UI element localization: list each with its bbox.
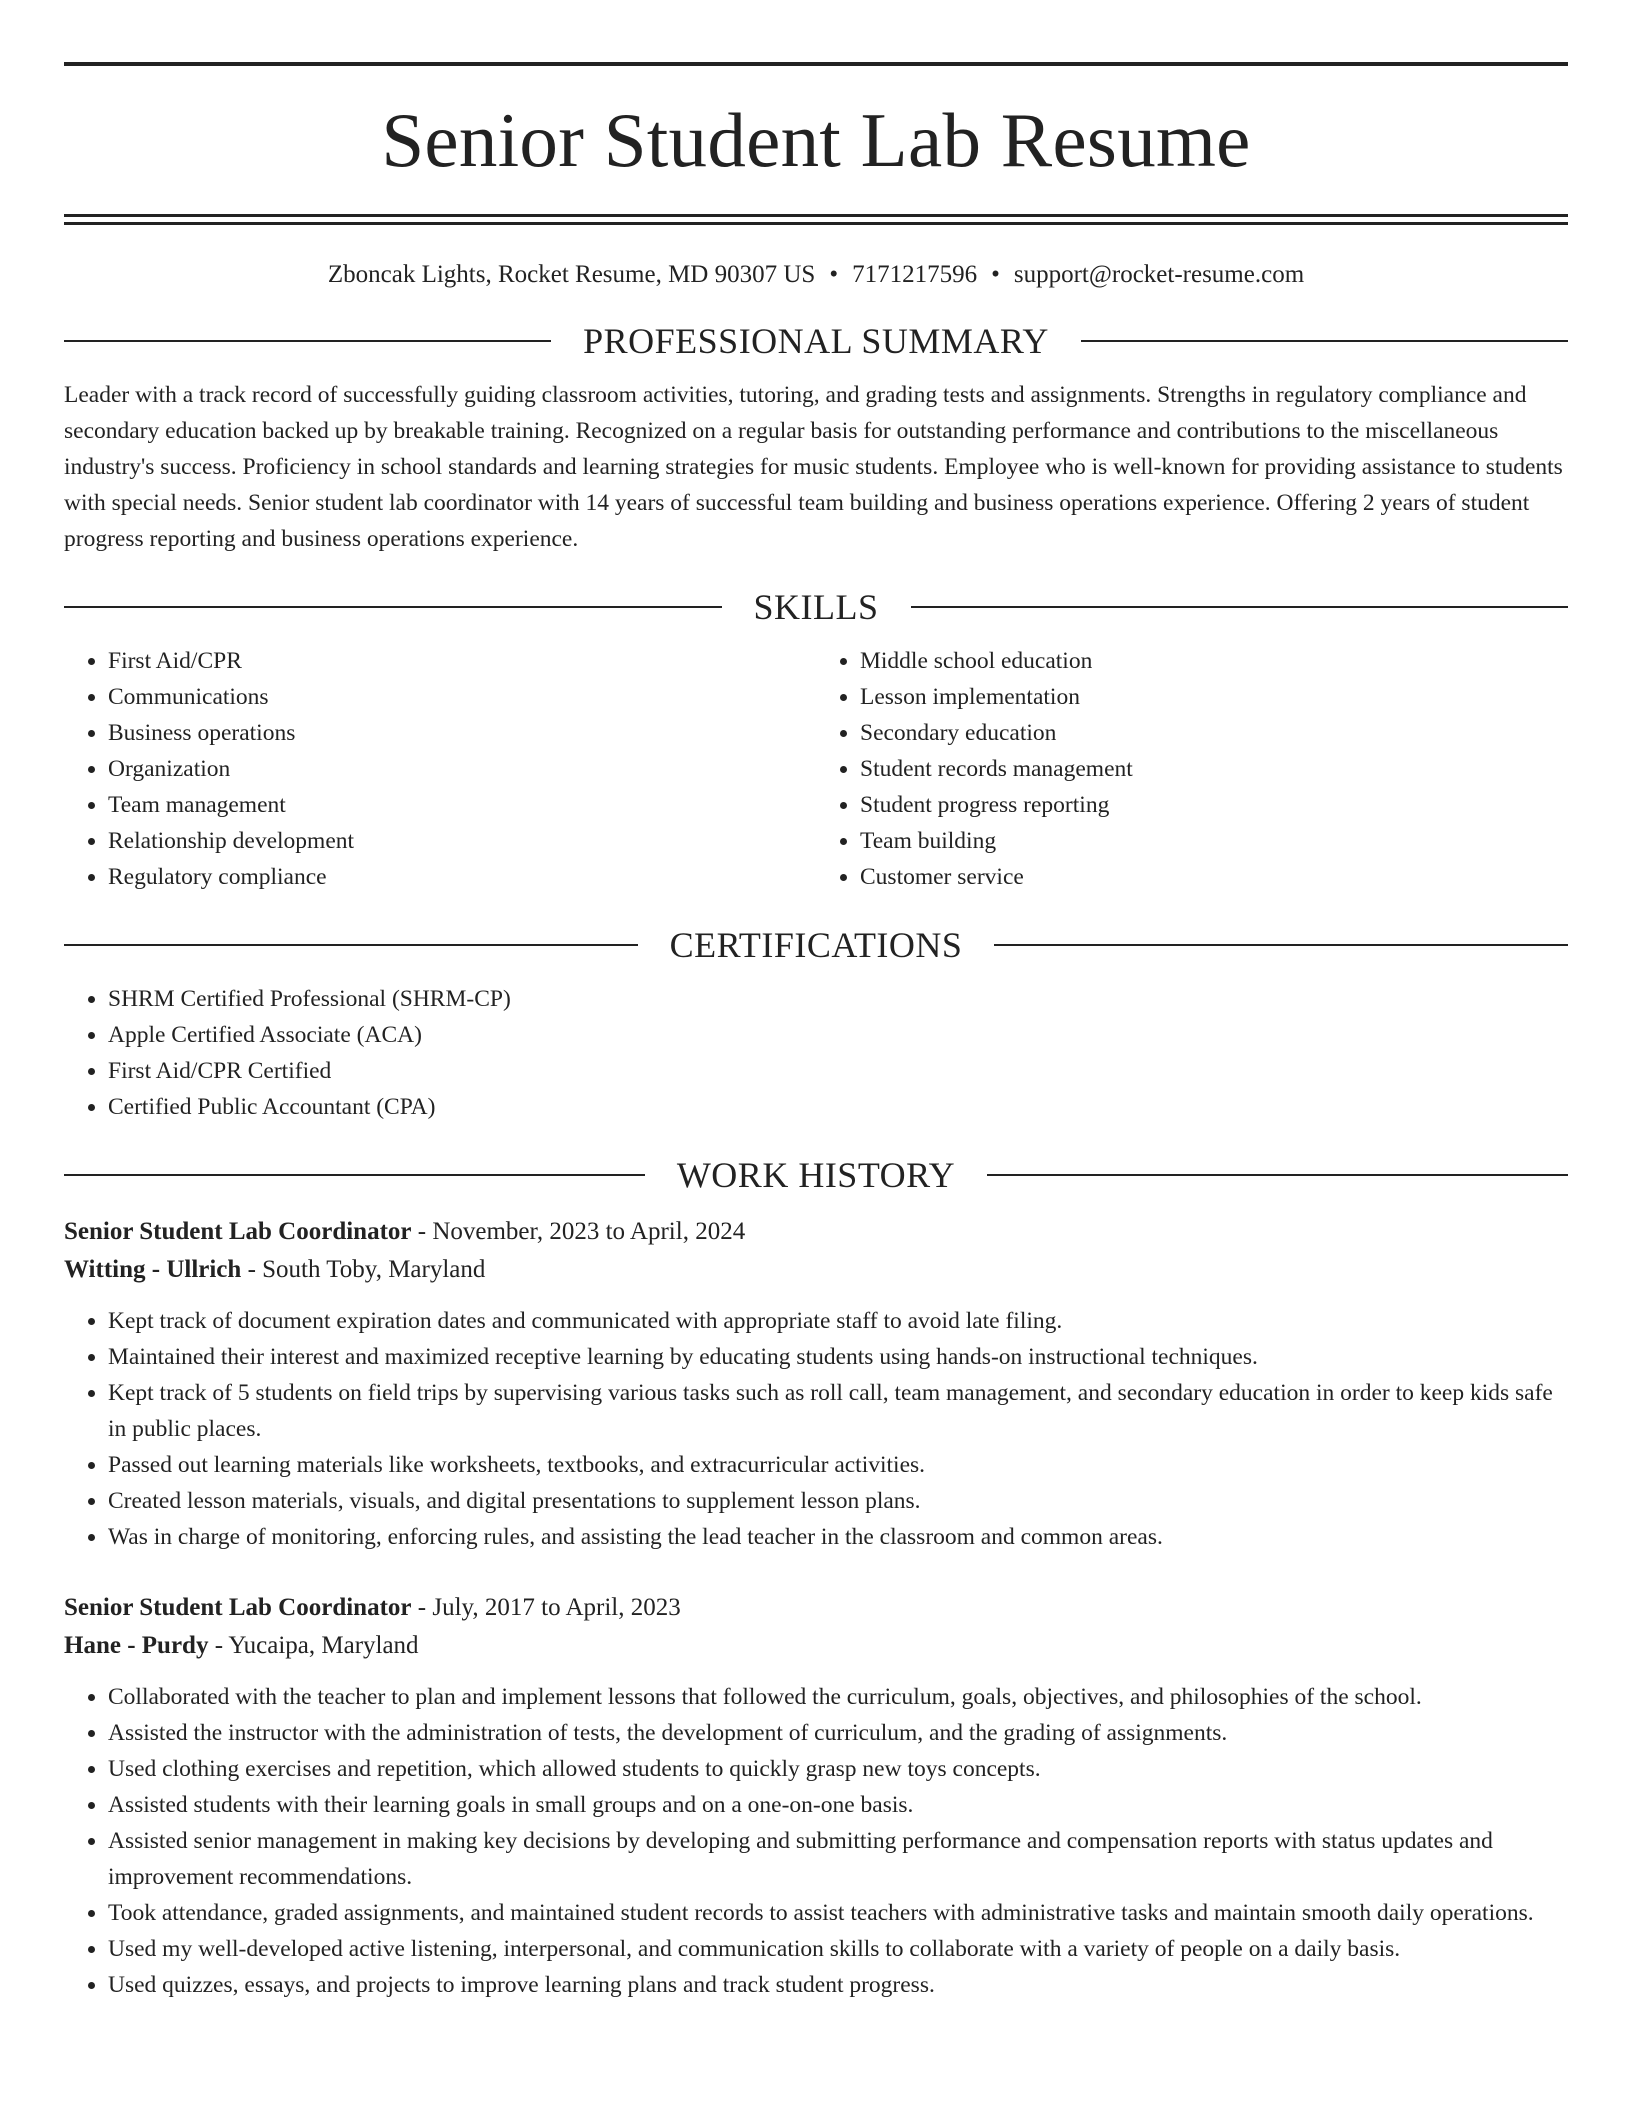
job-entry bbox=[64, 1213, 1568, 1555]
job-bullet: • Was in charge of monitoring, enforcing rules, and assisting the lead teacher in the classroom and common areas. bbox=[108, 1519, 1568, 1555]
section-rule-right bbox=[911, 606, 1569, 608]
skill-item: • Customer service bbox=[860, 859, 1568, 895]
job-bullet: • Assisted students with their learning goals in small groups and on a one-on-one basis. bbox=[108, 1787, 1568, 1823]
job-dates: - November, 2023 to April, 2024 bbox=[411, 1218, 746, 1245]
skill-item: • Lesson implementation bbox=[860, 679, 1568, 715]
job-location: - South Toby, Maryland bbox=[241, 1256, 486, 1283]
job-bullet: • Used my well-developed active listening, interpersonal, and communication skills to collaborate with a variety of people on a daily basis. bbox=[108, 1931, 1568, 1967]
skill-item: • Student records management bbox=[860, 751, 1568, 787]
skills-list-left bbox=[64, 643, 816, 895]
skill-item: • Relationship development bbox=[108, 823, 816, 859]
job-bullet: • Took attendance, graded assignments, and maintained student records to assist teachers with administrative tasks and maintain smooth daily operations. bbox=[108, 1895, 1568, 1931]
resume-title: Senior Student Lab Resume bbox=[381, 97, 1251, 183]
certifications-section-header bbox=[64, 923, 1568, 967]
work-section-header bbox=[64, 1153, 1568, 1197]
certification-item: • Apple Certified Associate (ACA) bbox=[108, 1017, 1568, 1053]
skills-section-header bbox=[64, 585, 1568, 629]
skill-item: • Team building bbox=[860, 823, 1568, 859]
title-double-rule bbox=[64, 214, 1568, 225]
job-bullet: • Maintained their interest and maximized receptive learning by educating students using hands-on instructional techniques. bbox=[108, 1339, 1568, 1375]
contact-email: support@rocket-resume.com bbox=[1013, 261, 1305, 288]
job-bullet: • Created lesson materials, visuals, and digital presentations to supplement lesson plans. bbox=[108, 1483, 1568, 1519]
job-bullet: • Assisted the instructor with the administration of tests, the development of curriculum, and the grading of assignments. bbox=[108, 1715, 1568, 1751]
section-rule-right bbox=[987, 1174, 1568, 1176]
certifications-heading: CERTIFICATIONS bbox=[669, 925, 963, 965]
skills-heading: SKILLS bbox=[753, 587, 879, 627]
job-location: - Yucaipa, Maryland bbox=[208, 1632, 419, 1659]
job-company: Hane - Purdy bbox=[64, 1632, 209, 1659]
job-bullets bbox=[64, 1303, 1568, 1555]
contact-separator: • bbox=[829, 261, 839, 288]
work-heading: WORK HISTORY bbox=[676, 1155, 956, 1195]
job-bullet: • Used quizzes, essays, and projects to improve learning plans and track student progress. bbox=[108, 1967, 1568, 2003]
skill-item: • Communications bbox=[108, 679, 816, 715]
job-company: Witting - Ullrich bbox=[64, 1256, 242, 1283]
section-rule-left bbox=[64, 606, 722, 608]
contact-line bbox=[64, 259, 1568, 291]
job-title-line bbox=[64, 1213, 1568, 1251]
certification-item: • SHRM Certified Professional (SHRM-CP) bbox=[108, 981, 1568, 1017]
section-rule-right bbox=[1081, 340, 1568, 342]
skills-list-right bbox=[816, 643, 1568, 895]
job-bullet: • Passed out learning materials like worksheets, textbooks, and extracurricular activities. bbox=[108, 1447, 1568, 1483]
job-bullet: • Collaborated with the teacher to plan and implement lessons that followed the curriculum, goals, objectives, and philosophies of the school. bbox=[108, 1679, 1568, 1715]
summary-section-header bbox=[64, 319, 1568, 363]
job-title-line bbox=[64, 1589, 1568, 1627]
skill-item: • Regulatory compliance bbox=[108, 859, 816, 895]
job-bullet: • Used clothing exercises and repetition, which allowed students to quickly grasp new toys concepts. bbox=[108, 1751, 1568, 1787]
skill-item: • Business operations bbox=[108, 715, 816, 751]
job-company-line bbox=[64, 1627, 1568, 1665]
job-bullet: • Kept track of document expiration dates and communicated with appropriate staff to avoid late filing. bbox=[108, 1303, 1568, 1339]
summary-text: Leader with a track record of successfully guiding classroom activities, tutoring, and grading tests and assignments. Strengths in regulatory compliance and secondary education backed up by breakable training. Recognized on a regular basis for outstanding performance and contributions to the miscellaneous industry's success. Proficiency in school standards and learning strategies for music students. Employee who is well-known for providing assistance to students with special needs. Senior student lab coordinator with 14 years of successful team building and business operations experience. Offering 2 years of student progress reporting and business operations experience. bbox=[64, 382, 1563, 552]
skill-item: • Middle school education bbox=[860, 643, 1568, 679]
job-dates: - July, 2017 to April, 2023 bbox=[411, 1594, 681, 1621]
contact-separator: • bbox=[991, 261, 1000, 288]
skills-columns bbox=[64, 643, 1568, 895]
certification-item: • First Aid/CPR Certified bbox=[108, 1053, 1568, 1089]
job-bullet: • Kept track of 5 students on field trips by supervising various tasks such as roll call, team management, and secondary education in order to keep kids safe in public places. bbox=[108, 1375, 1568, 1447]
skill-item: • Secondary education bbox=[860, 715, 1568, 751]
section-rule-right bbox=[994, 944, 1568, 946]
certification-item: • Certified Public Accountant (CPA) bbox=[108, 1089, 1568, 1125]
job-title: Senior Student Lab Coordinator bbox=[64, 1218, 412, 1245]
contact-address: Zboncak Lights, Rocket Resume, MD 90307 US bbox=[327, 261, 816, 288]
skill-item: • First Aid/CPR bbox=[108, 643, 816, 679]
job-bullet: • Assisted senior management in making key decisions by developing and submitting performance and compensation reports with status updates and improvement recommendations. bbox=[108, 1823, 1568, 1895]
section-rule-left bbox=[64, 340, 551, 342]
skill-item: • Student progress reporting bbox=[860, 787, 1568, 823]
job-bullets bbox=[64, 1679, 1568, 2003]
job-entry bbox=[64, 1589, 1568, 2003]
summary-heading: PROFESSIONAL SUMMARY bbox=[583, 321, 1049, 361]
skill-item: • Team management bbox=[108, 787, 816, 823]
contact-phone: 7171217596 bbox=[852, 261, 978, 288]
job-title: Senior Student Lab Coordinator bbox=[64, 1594, 412, 1621]
section-rule-left bbox=[64, 944, 638, 946]
certifications-list bbox=[64, 981, 1568, 1125]
job-company-line bbox=[64, 1251, 1568, 1289]
section-rule-left bbox=[64, 1174, 645, 1176]
top-rule bbox=[64, 62, 1568, 66]
skill-item: • Organization bbox=[108, 751, 816, 787]
